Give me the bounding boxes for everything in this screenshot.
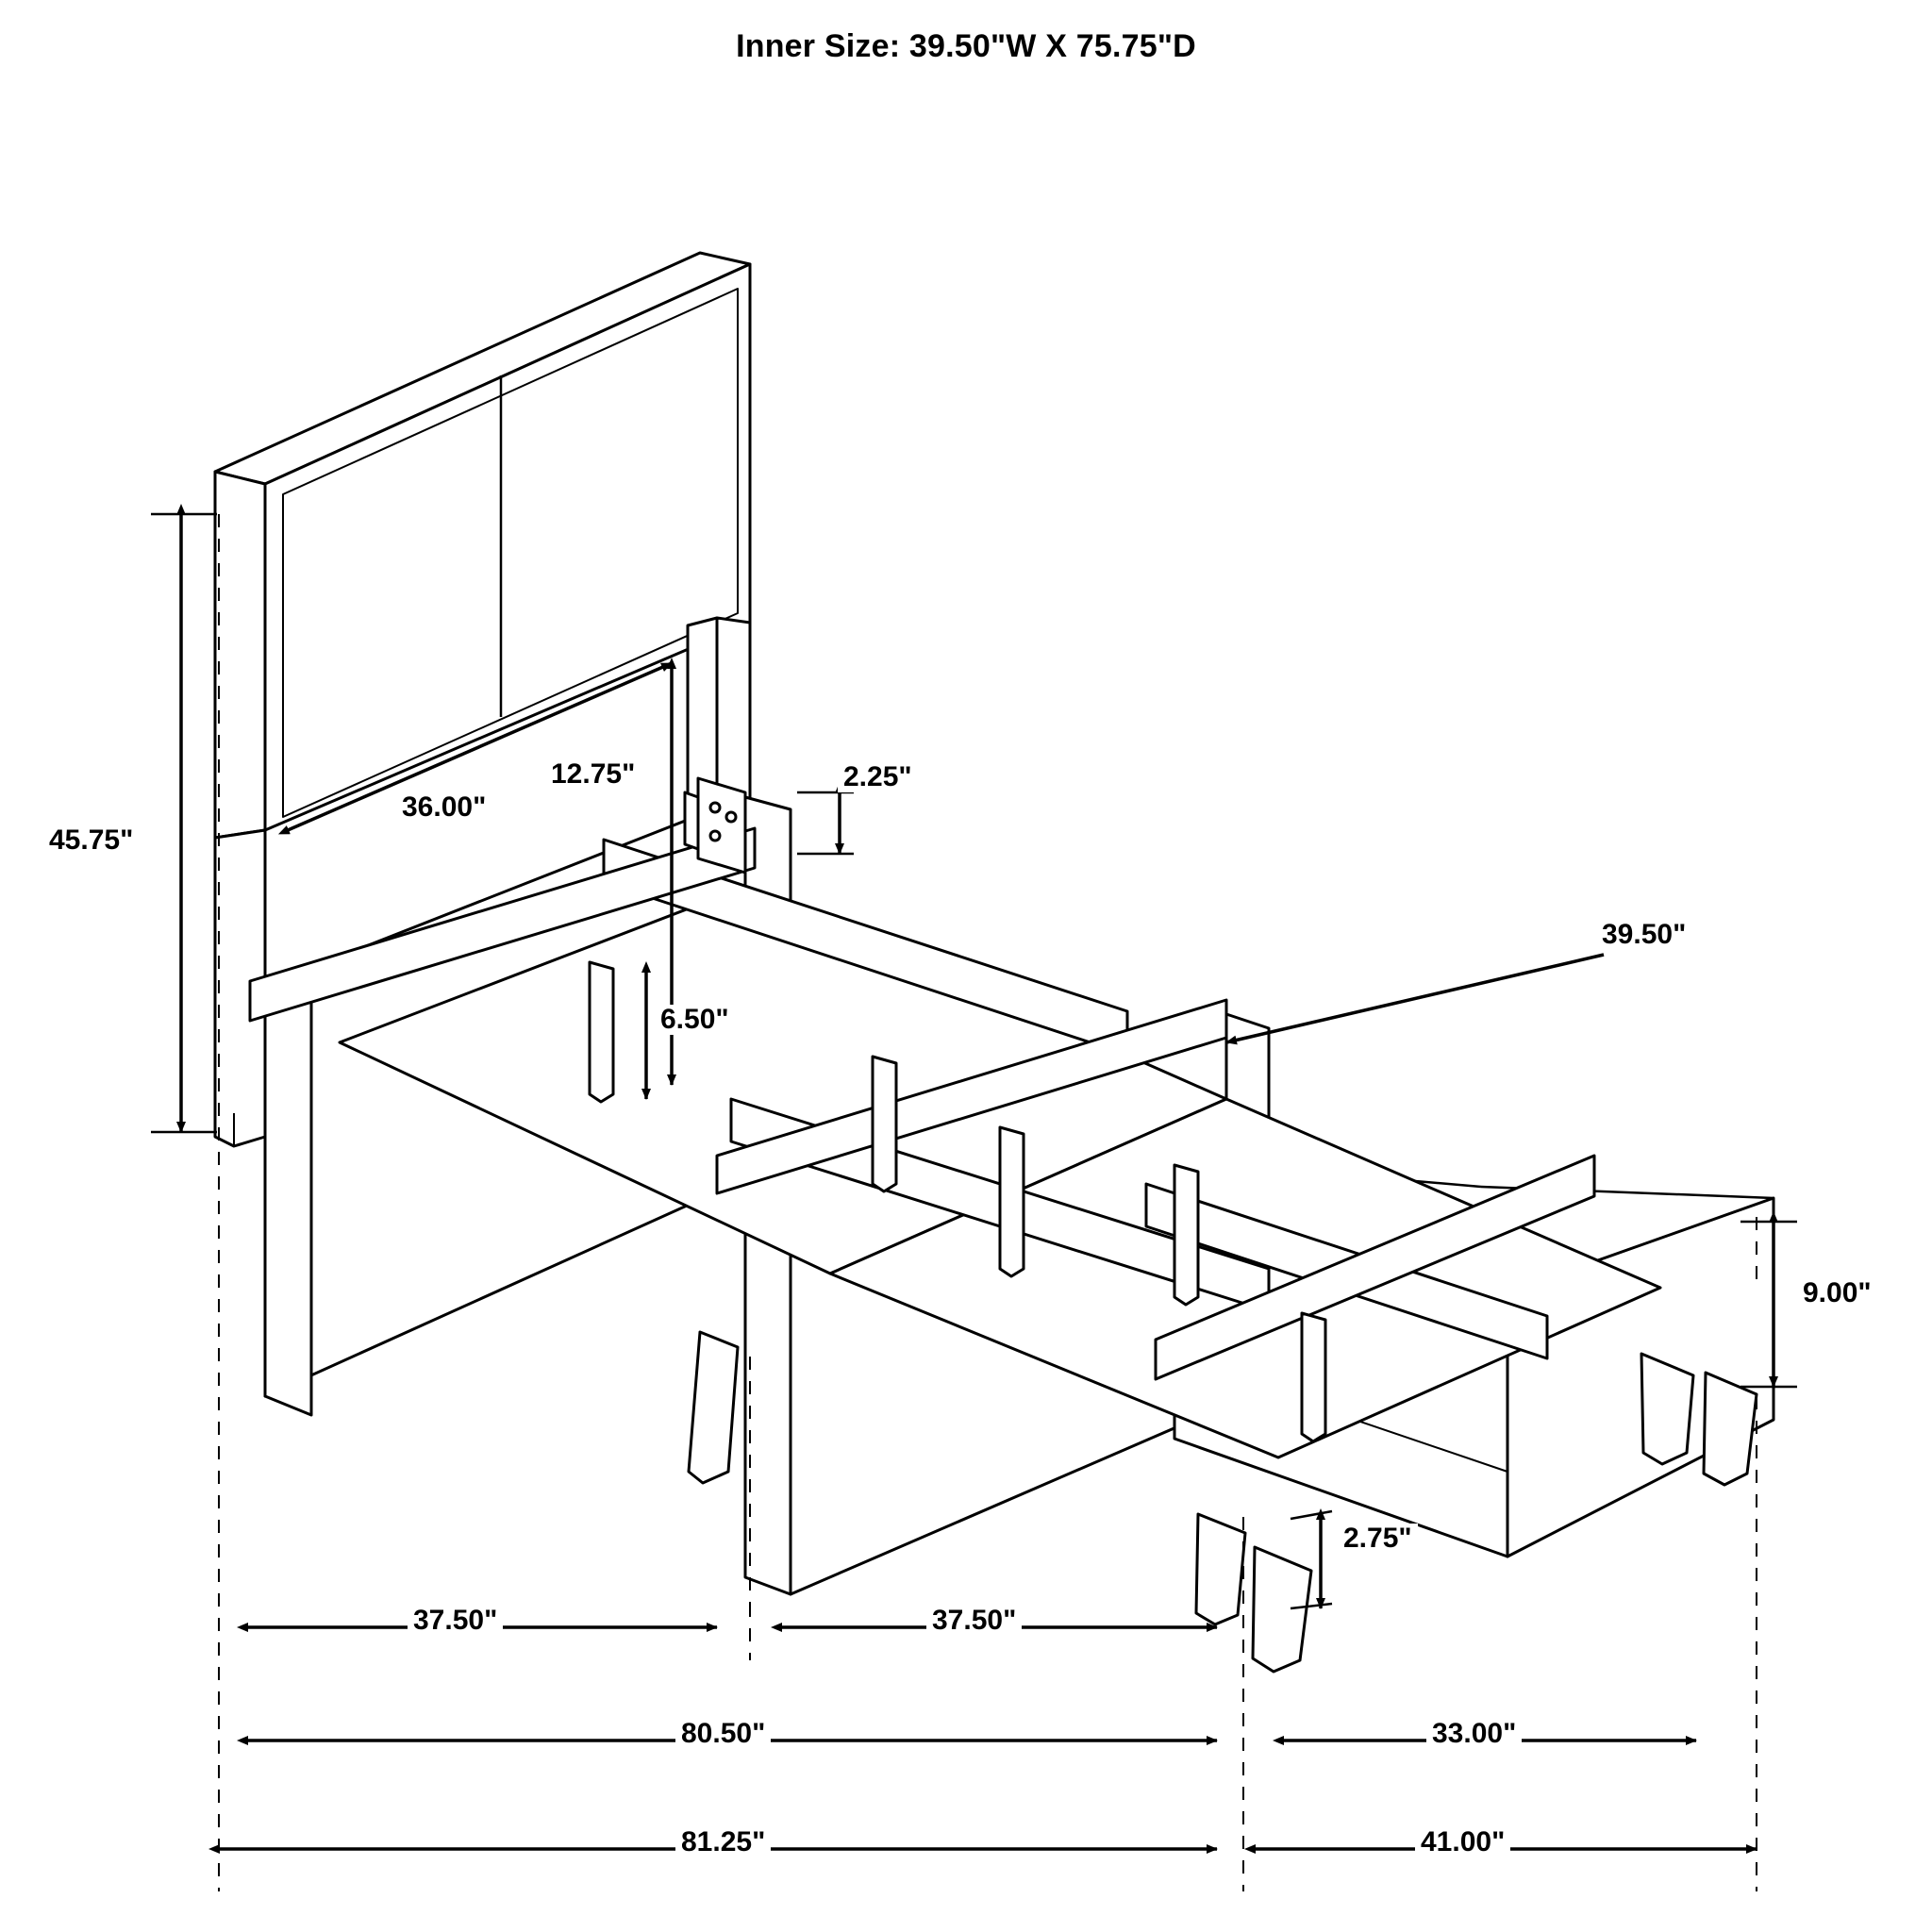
dim-label-foot-leg-height: 2.75" (1338, 1524, 1418, 1554)
bed-outline (215, 253, 1774, 1672)
dim-label-slat-span-left: 37.50" (408, 1606, 503, 1636)
page-title: Inner Size: 39.50"W X 75.75"D (736, 28, 1196, 64)
dim-label-headboard-panel-drop: 12.75" (545, 759, 641, 790)
dim-label-depth-right: 33.00" (1426, 1719, 1522, 1749)
dim-label-overall-length: 81.25" (675, 1827, 771, 1857)
dim-label-inner-width: 39.50" (1596, 920, 1691, 950)
dim-label-headboard-panel-width: 36.00" (396, 792, 491, 823)
dim-label-rail-thickness: 2.25" (838, 762, 918, 792)
dim-label-inner-length: 80.50" (675, 1719, 771, 1749)
dim-label-headboard-height: 45.75" (43, 825, 139, 856)
dim-label-rail-height: 9.00" (1797, 1278, 1877, 1308)
dim-label-center-leg-height: 6.50" (655, 1005, 735, 1035)
dim-label-slat-span-right: 37.50" (926, 1606, 1022, 1636)
dim-label-overall-width: 41.00" (1415, 1827, 1510, 1857)
